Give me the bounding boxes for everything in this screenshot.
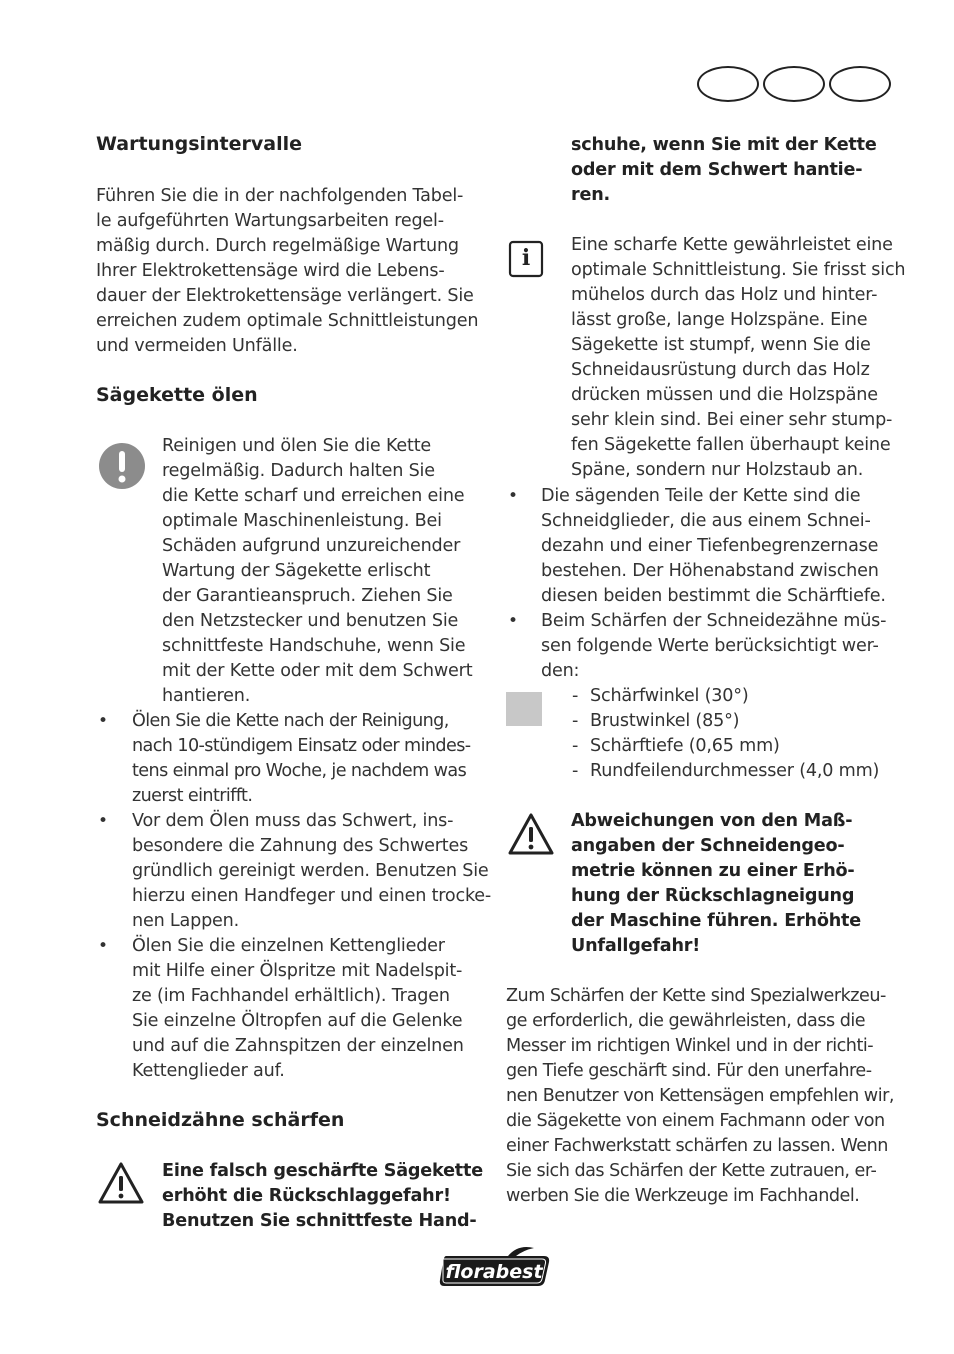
heading-wartungsintervalle: Wartungsintervalle — [96, 133, 303, 155]
dash-marker: - — [572, 686, 579, 706]
bullet-item-2: Vor dem Ölen muss das Schwert, ins- besondere die Zahnung des Schwertes gründlich gereinigt werden. Benutzen Sie hierzu einen Handfeger und einen trocke- nen Lappen. — [132, 811, 492, 931]
value-schaerfwinkel: Schärfwinkel (30°) — [590, 686, 749, 706]
svg-text:florabest: florabest — [445, 1261, 543, 1283]
language-tab-1[interactable] — [697, 66, 759, 102]
info-icon-letter: i — [521, 245, 531, 271]
florabest-logo — [438, 1244, 552, 1290]
info-note: Eine scharfe Kette gewährleistet eine optimale Schnittleistung. Sie frisst sich mühelos durch das Holz und hinter- lässt große, lange Holzspäne. Eine Sägekette ist stumpf, wenn Sie die Schneidausrüstung durch das Holz drücken müssen und die Holzspäne sehr klein sind. Bei einer sehr stump- fen Sägekette fallen überhaupt keine Späne, sondern nur Holzstaub an. — [571, 235, 906, 480]
exclamation-note-icon — [98, 442, 146, 490]
heading-saegekette-oelen: Sägekette ölen — [96, 384, 258, 406]
value-list — [590, 684, 879, 784]
warning-triangle-icon — [508, 813, 554, 855]
dash-marker: - — [572, 711, 579, 731]
warning-schaerfen-continued: schuhe, wenn Sie mit der Kette oder mit dem Schwert hantie- ren. — [571, 135, 877, 205]
dash-marker: - — [572, 761, 579, 781]
language-tab-3[interactable] — [829, 66, 891, 102]
bullet-item-schneidglieder: Die sägenden Teile der Kette sind die Schneidglieder, die aus einem Schnei- dezahn und einer Tiefenbegrenzernase bestehen. Der Höhenabstand zwischen diesen beiden bestimmt die Schärftiefe. — [541, 486, 886, 606]
bullet-marker: • — [98, 711, 109, 731]
bullet-item-3: Ölen Sie die einzelnen Kettenglieder mit Hilfe einer Ölspritze mit Nadelspit- ze (im Fachhandel erhältlich). Tragen Sie einzelne Öltropfen auf die Gelenke und auf die Zahnspitzen der einzelnen Kettenglieder auf. — [132, 936, 464, 1081]
warning-triangle-icon — [98, 1162, 144, 1204]
warning-abweichungen: Abweichungen von den Maß- angaben der Schneidengeo- metrie können zu einer Erhö- hung der Rückschlagneigung der Maschine führen. Erhöhte Unfallgefahr! — [571, 811, 861, 956]
language-tabs — [697, 66, 891, 102]
paragraph-wartung: Führen Sie die in der nachfolgenden Tabel- le aufgeführten Wartungsarbeiten regel- mäßig durch. Durch regelmäßige Wartung Ihrer Elektrokettensäge wird die Lebens- dauer der Elektrokettensäge verlängert. Sie erreichen zudem optimale Schnittleistungen und vermeiden Unfälle. — [96, 186, 479, 356]
value-brustwinkel: Brustwinkel (85°) — [590, 711, 740, 731]
bullet-item-werte: Beim Schärfen der Schneidezähne müs- sen folgende Werte berücksichtigt wer- den: — [541, 611, 887, 681]
note-oelen: Reinigen und ölen Sie die Kette regelmäßig. Dadurch halten Sie die Kette scharf und erreichen eine optimale Maschinenleistung. Bei Schäden aufgrund unzureichender Wartung der Sägekette erlischt der Garantieanspruch. Ziehen Sie den Netzstecker und benutzen Sie schnittfeste Handschuhe, wenn Sie mit der Kette oder mit dem Schwert hantieren. — [162, 436, 473, 706]
bullet-marker: • — [98, 936, 109, 956]
dash-marker: - — [572, 736, 579, 756]
bullet-marker: • — [508, 611, 519, 631]
heading-schneidzaehne-schaerfen: Schneidzähne schärfen — [96, 1109, 345, 1131]
gray-marker-box — [506, 692, 542, 726]
bullet-item-1: Ölen Sie die Kette nach der Reinigung, nach 10-stündigem Einsatz oder mindes- tens einmal pro Woche, je nachdem was zuerst eintrifft. — [132, 711, 471, 806]
language-tab-2[interactable] — [763, 66, 825, 102]
warning-schaerfen: Eine falsch geschärfte Sägekette erhöht die Rückschlaggefahr! Benutzen Sie schnittfeste Hand- — [162, 1161, 483, 1231]
bullet-marker: • — [98, 811, 109, 831]
value-schaerftiefe: Schärftiefe (0,65 mm) — [590, 736, 780, 756]
value-rundfeilendurchmesser: Rundfeilendurchmesser (4,0 mm) — [590, 761, 880, 781]
paragraph-spezialwerkzeuge: Zum Schärfen der Kette sind Spezialwerkzeu- ge erforderlich, die gewährleisten, dass die Messer im richtigen Winkel und in der richti- gen Tiefe geschärft sind. Für den unerfahre- nen Benutzer von Kettensägen empfehlen wir, die Sägekette von einem Fachmann oder von einer Fachwerkstatt schärfen zu lassen. Wenn Sie sich das Schärfen der Kette zutrauen, er- werben Sie die Werkzeuge im Fachhandel. — [506, 986, 894, 1206]
bullet-marker: • — [508, 486, 519, 506]
